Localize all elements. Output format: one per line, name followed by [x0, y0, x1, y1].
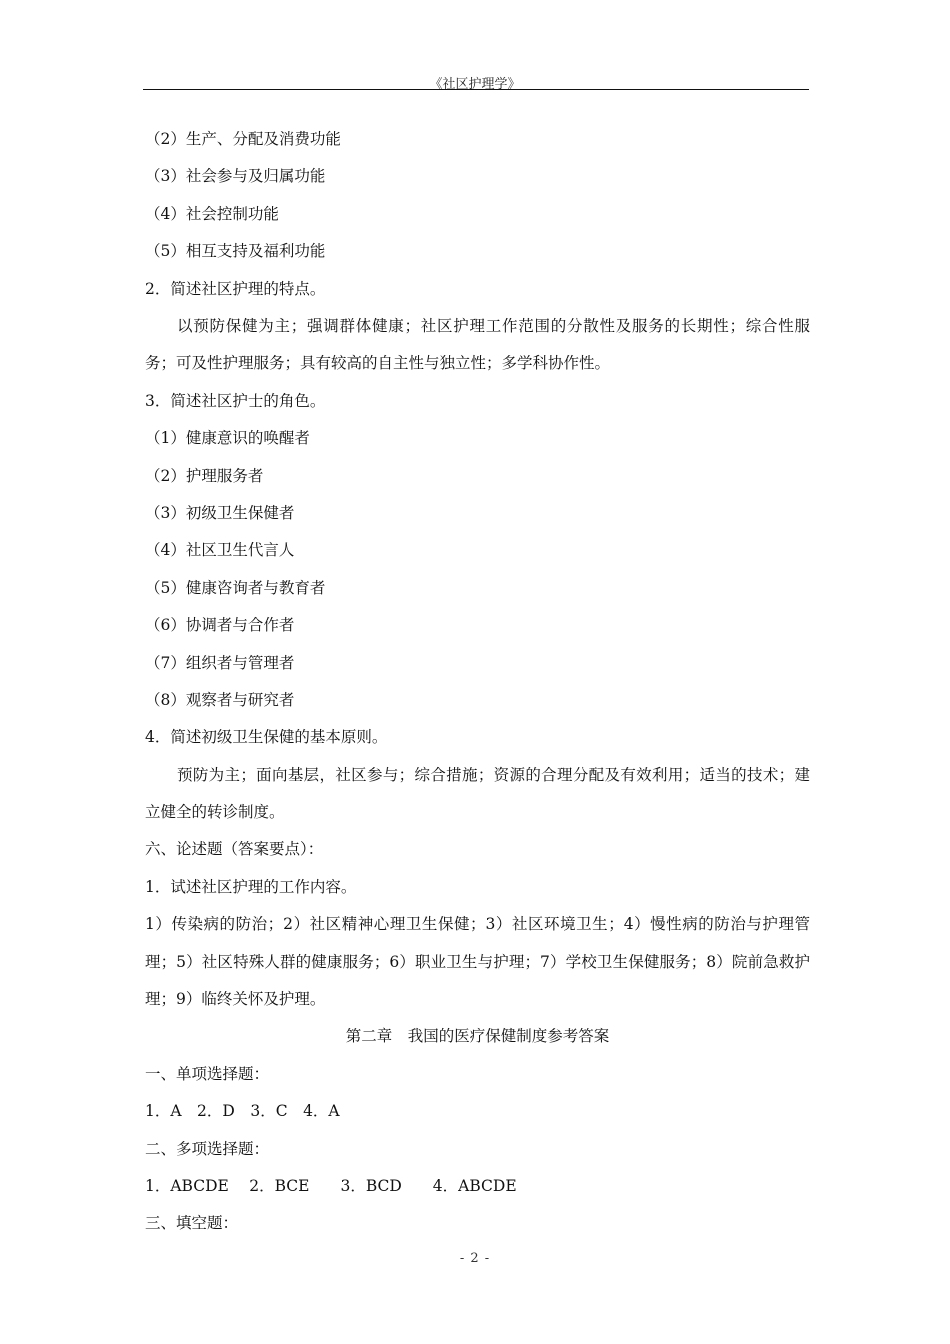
- question-heading: 4．简述初级卫生保健的基本原则。: [145, 728, 388, 747]
- list-item: （5）健康咨询者与教育者: [145, 578, 326, 597]
- document-body: [145, 121, 810, 1243]
- section-heading: 一、单项选择题：: [145, 1064, 270, 1083]
- list-item: （1）健康意识的唤醒者: [145, 429, 310, 448]
- list-item: （8）观察者与研究者: [145, 690, 295, 709]
- list-item: （5）相互支持及福利功能: [145, 242, 326, 261]
- question-heading: 3．简述社区护士的角色。: [145, 391, 326, 410]
- question-heading: 1．试述社区护理的工作内容。: [145, 877, 357, 896]
- chapter-title: 第二章 我国的医疗保健制度参考答案: [345, 1027, 610, 1046]
- list-item: （4）社区卫生代言人: [145, 541, 295, 560]
- section-heading: 六、论述题（答案要点）：: [145, 840, 324, 859]
- answer-line: 1．ABCDE 2．BCE 3．BCD 4．ABCDE: [145, 1177, 517, 1196]
- section-heading: 二、多项选择题：: [145, 1139, 270, 1158]
- list-item: （6）协调者与合作者: [145, 616, 295, 635]
- header-rule: [143, 89, 809, 90]
- list-item: （3）初级卫生保健者: [145, 503, 295, 522]
- list-item: （2）生产、分配及消费功能: [145, 130, 341, 148]
- answer-line: 1．A 2．D 3．C 4．A: [145, 1102, 340, 1121]
- list-item: （2）护理服务者: [145, 466, 264, 485]
- answer-paragraph: 预防为主；面向基层，社区参与；综合措施；资源的合理分配及有效利用；适当的技术；建立健全的转诊制度。: [145, 765, 810, 822]
- answer-paragraph: 以预防保健为主；强调群体健康；社区护理工作范围的分散性及服务的长期性；综合性服务；可及性护理服务；具有较高的自主性与独立性；多学科协作性。: [145, 316, 810, 373]
- list-item: （3）社会参与及归属功能: [145, 167, 326, 186]
- page-number: - 2 -: [459, 1251, 491, 1266]
- list-item: （7）组织者与管理者: [145, 653, 295, 672]
- answer-paragraph: 1）传染病的防治；2）社区精神心理卫生保健；3）社区环境卫生；4）慢性病的防治与护理管理；5）社区特殊人群的健康服务；6）职业卫生与护理；7）学校卫生保健服务；8）院前急救护理；9）临终关怀及护理。: [145, 915, 810, 1009]
- section-heading: 三、填空题：: [145, 1214, 239, 1233]
- running-header-title: 《社区护理学》: [429, 77, 521, 92]
- list-item: （4）社会控制功能: [145, 204, 279, 223]
- question-heading: 2．简述社区护理的特点。: [145, 279, 326, 298]
